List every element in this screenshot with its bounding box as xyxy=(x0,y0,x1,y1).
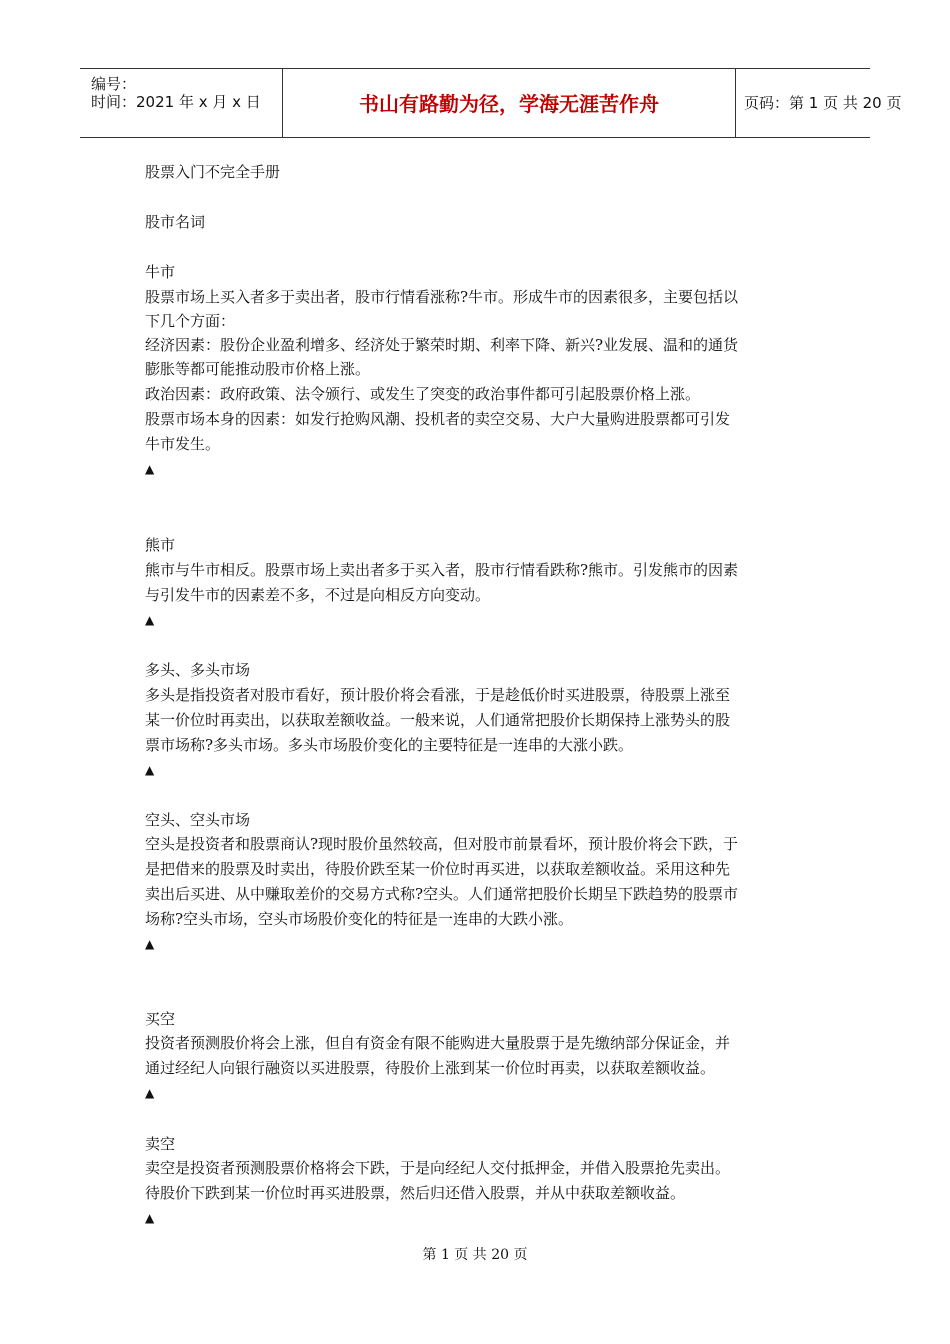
paragraph-line: 通过经纪人向银行融资以买进股票，待股价上涨到某一价位时再卖，以获取差额收益。 xyxy=(145,1059,716,1077)
page-info: 页码：第 1 页 共 20 页 xyxy=(744,94,902,112)
paragraph-line: 下几个方面： xyxy=(145,312,236,330)
section-heading: 买空 xyxy=(145,1010,176,1028)
paragraph-line: 卖出后买进、从中赚取差价的交易方式称?空头。人们通常把股价长期呈下跌趋势的股票市 xyxy=(145,885,739,903)
section-heading: 多头、多头市场 xyxy=(145,661,251,679)
paragraph-line: 空头是投资者和股票商认?现时股价虽然较高，但对股市前景看坏，预计股价将会下跌，于 xyxy=(145,835,739,853)
paragraph-line: 与引发牛市的因素差不多，不过是向相反方向变动。 xyxy=(145,586,491,604)
paragraph-line: 票市场称?多头市场。多头市场股价变化的主要特征是一连串的大涨小跌。 xyxy=(145,736,634,754)
header-motto-cell xyxy=(283,69,736,137)
section-heading: 卖空 xyxy=(145,1135,176,1153)
paragraph-line: 场称?空头市场，空头市场股价变化的特征是一连串的大跌小涨。 xyxy=(145,910,574,928)
section-heading: 空头、空头市场 xyxy=(145,811,251,829)
triangle-marker-icon: ▲ xyxy=(145,613,155,627)
triangle-marker-icon: ▲ xyxy=(145,462,155,476)
paragraph-line: 某一价位时再卖出，以获取差额收益。一般来说，人们通常把股价长期保持上涨势头的股 xyxy=(145,711,731,729)
paragraph-line: 是把借来的股票及时卖出，待股价跌至某一价位时再买进，以获取差额收益。采用这种先 xyxy=(145,860,731,878)
triangle-marker-icon: ▲ xyxy=(145,763,155,777)
paragraph-line: 牛市发生。 xyxy=(145,435,221,453)
paragraph-line: 股票市场上买入者多于卖出者，股市行情看涨称?牛市。形成牛市的因素很多，主要包括以 xyxy=(145,288,739,306)
paragraph-line: 待股价下跌到某一价位时再买进股票，然后归还借入股票，并从中获取差额收益。 xyxy=(145,1184,686,1202)
section-heading: 牛市 xyxy=(145,263,176,281)
page-header xyxy=(80,68,902,138)
date-label: 时间：2021 年 x 月 x 日 xyxy=(91,93,261,111)
triangle-marker-icon: ▲ xyxy=(145,937,155,951)
header-page-cell xyxy=(736,69,902,137)
document-subtitle: 股市名词 xyxy=(145,213,206,231)
paragraph-line: 卖空是投资者预测股票价格将会下跌，于是向经纪人交付抵押金，并借入股票抢先卖出。 xyxy=(145,1159,731,1177)
paragraph-line: 经济因素：股份企业盈利增多、经济处于繁荣时期、利率下降、新兴?业发展、温和的通货 xyxy=(145,336,739,354)
paragraph-line: 股票市场本身的因素：如发行抢购风潮、投机者的卖空交易、大户大量购进股票都可引发 xyxy=(145,410,731,428)
header-meta-cell xyxy=(80,69,283,137)
code-label: 编号： xyxy=(91,75,137,93)
document-title: 股票入门不完全手册 xyxy=(145,163,281,181)
paragraph-line: 膨胀等都可能推动股市价格上涨。 xyxy=(145,360,371,378)
paragraph-line: 政治因素：政府政策、法令颁行、或发生了突变的政治事件都可引起股票价格上涨。 xyxy=(145,385,701,403)
motto: 书山有路勤为径，学海无涯苦作舟 xyxy=(359,92,659,116)
paragraph-line: 投资者预测股价将会上涨，但自有资金有限不能购进大量股票于是先缴纳部分保证金，并 xyxy=(145,1034,731,1052)
triangle-marker-icon: ▲ xyxy=(145,1086,155,1100)
section-heading: 熊市 xyxy=(145,536,176,554)
triangle-marker-icon: ▲ xyxy=(145,1211,155,1225)
paragraph-line: 多头是指投资者对股市看好，预计股价将会看涨，于是趁低价时买进股票，待股票上涨至 xyxy=(145,686,731,704)
page-footer: 第 1 页 共 20 页 xyxy=(422,1247,528,1263)
paragraph-line: 熊市与牛市相反。股票市场上卖出者多于买入者，股市行情看跌称?熊市。引发熊市的因素 xyxy=(145,561,739,579)
